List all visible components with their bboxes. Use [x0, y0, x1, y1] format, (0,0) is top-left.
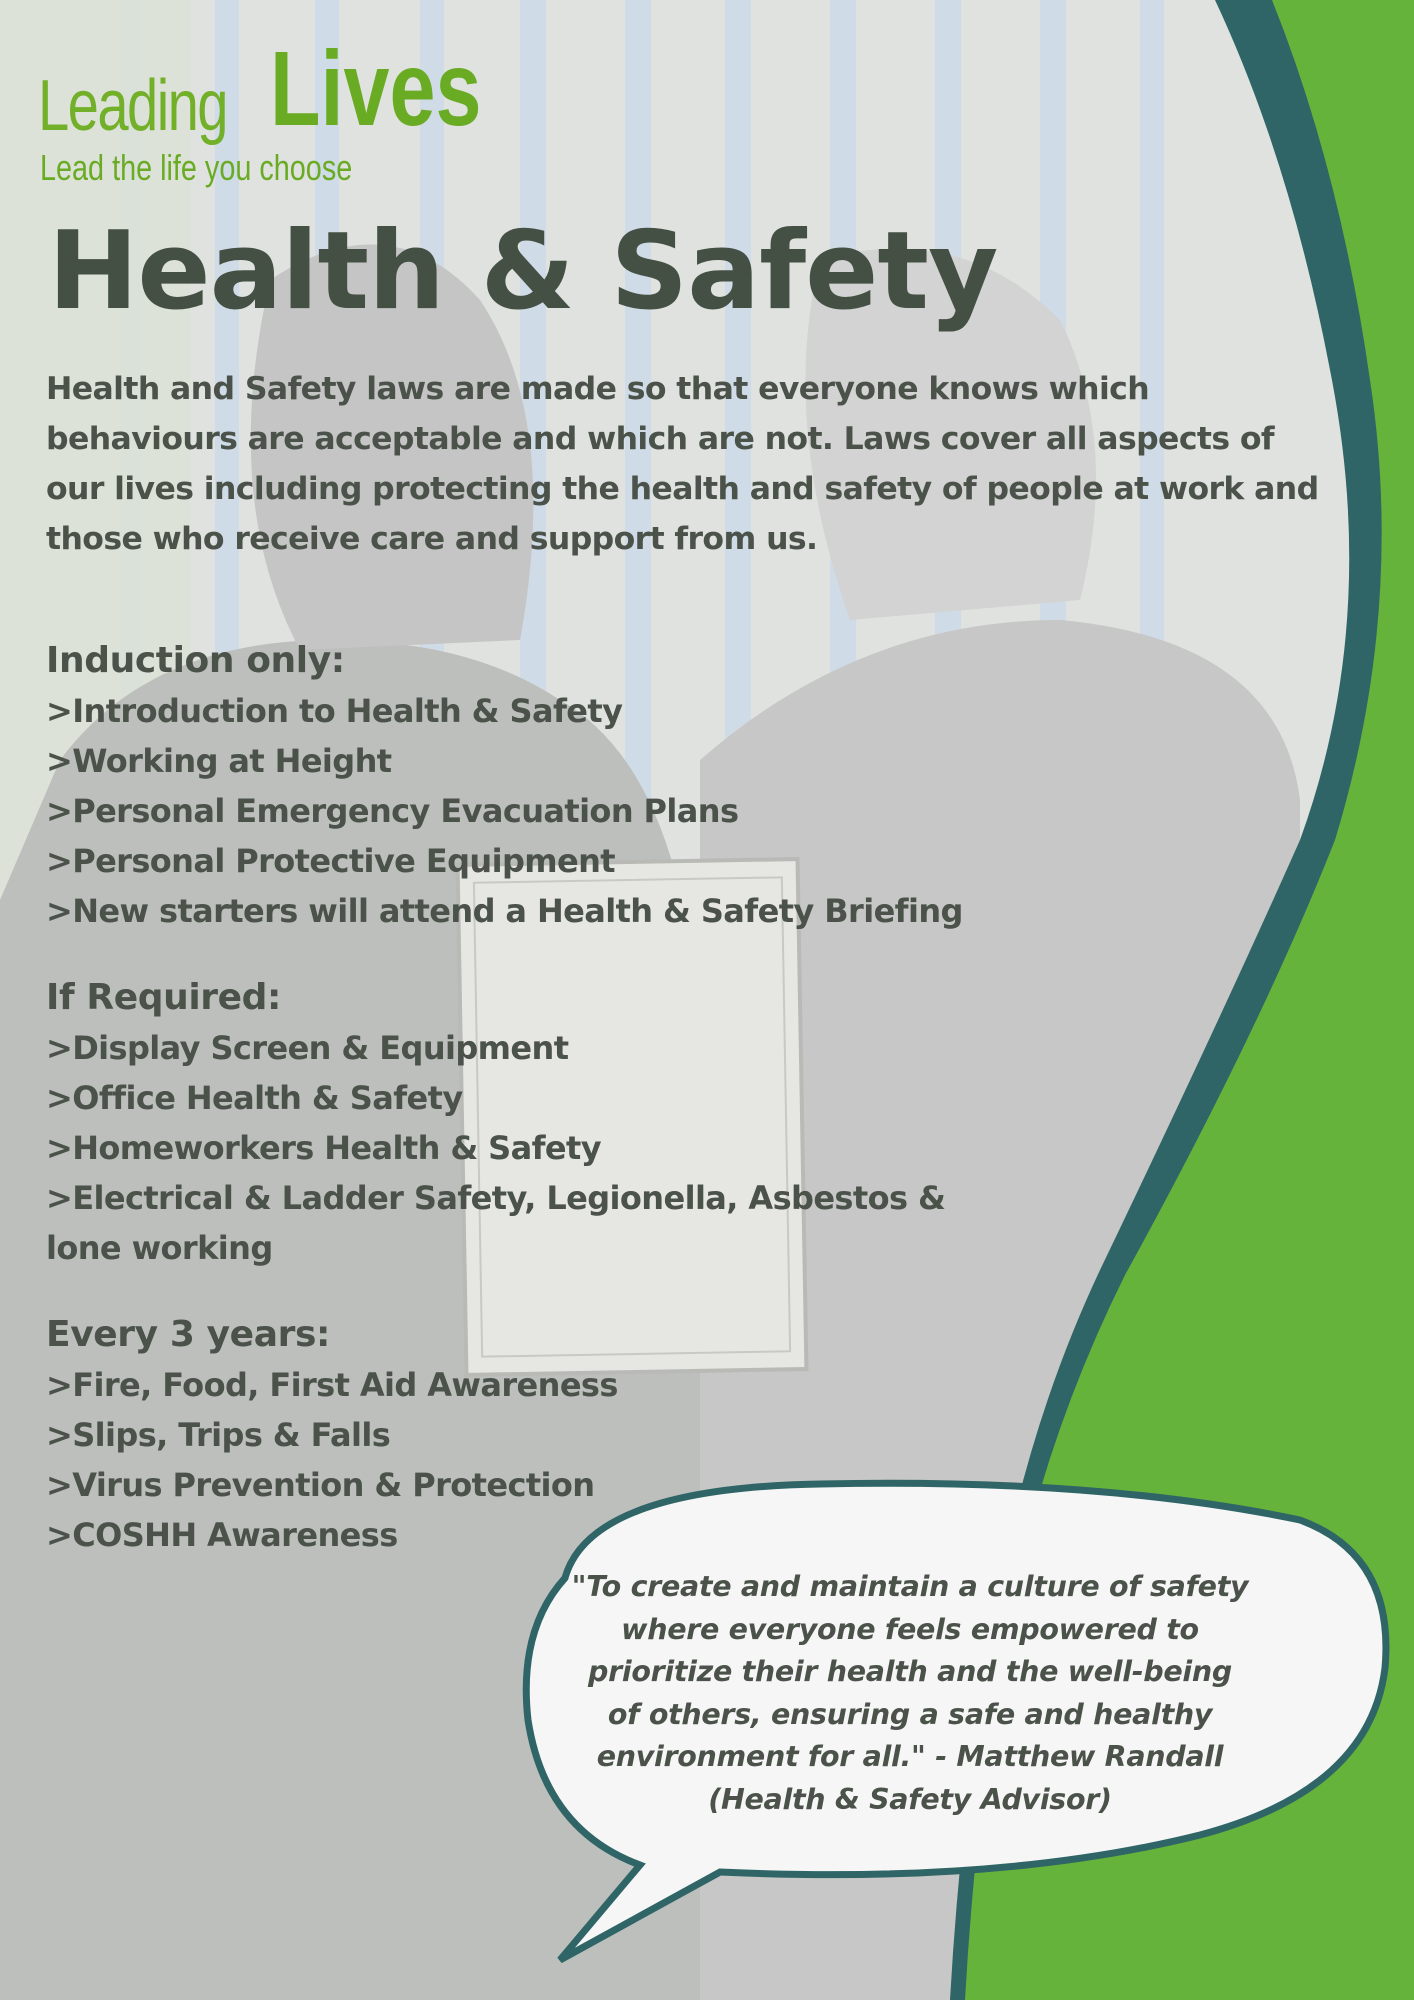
section-heading: If Required:	[46, 977, 282, 1018]
logo-tagline: Lead the life you choose	[40, 147, 353, 188]
course-list	[46, 1360, 1026, 1560]
section-heading: Every 3 years:	[46, 1314, 330, 1355]
page-title: Health & Safety	[48, 209, 998, 334]
section-if-required	[46, 973, 1026, 1273]
speech-bubble-quote: "To create and maintain a culture of safety where everyone feels empowered to prioritize their health and the well-being of others, ensuring a safe and healthy environment for all." - Matthew Randall (Health & Safety Advisor)	[571, 1570, 1249, 1816]
list-item: >Fire, Food, First Aid Awareness	[46, 1366, 618, 1404]
list-item: >Display Screen & Equipment	[46, 1029, 569, 1067]
section-every-3-years	[46, 1310, 1026, 1560]
list-item: >Electrical & Ladder Safety, Legionella, Asbestos & lone working	[46, 1179, 946, 1267]
section-induction	[46, 636, 1026, 936]
list-item: >New starters will attend a Health & Safety Briefing	[46, 892, 963, 930]
list-item: >Homeworkers Health & Safety	[46, 1129, 601, 1167]
list-item: >Introduction to Health & Safety	[46, 692, 623, 730]
section-heading: Induction only:	[46, 640, 345, 681]
list-item: >Slips, Trips & Falls	[46, 1416, 391, 1454]
list-item: >Personal Emergency Evacuation Plans	[46, 792, 739, 830]
list-item: >Virus Prevention & Protection	[46, 1466, 595, 1504]
list-item: >Personal Protective Equipment	[46, 842, 615, 880]
course-list	[46, 1023, 1026, 1273]
list-item: >COSHH Awareness	[46, 1516, 398, 1554]
logo-word-lives: Lives	[270, 30, 482, 148]
list-item: >Working at Height	[46, 742, 392, 780]
logo-word-leading: Leading	[38, 66, 227, 146]
intro-paragraph: Health and Safety laws are made so that everyone knows which behaviours are acceptable and which are not. Laws cover all aspects of our lives including protecting the health and safety of people at work and those who receive care and support from us.	[46, 371, 1319, 557]
course-list	[46, 686, 1026, 936]
list-item: >Office Health & Safety	[46, 1079, 463, 1117]
